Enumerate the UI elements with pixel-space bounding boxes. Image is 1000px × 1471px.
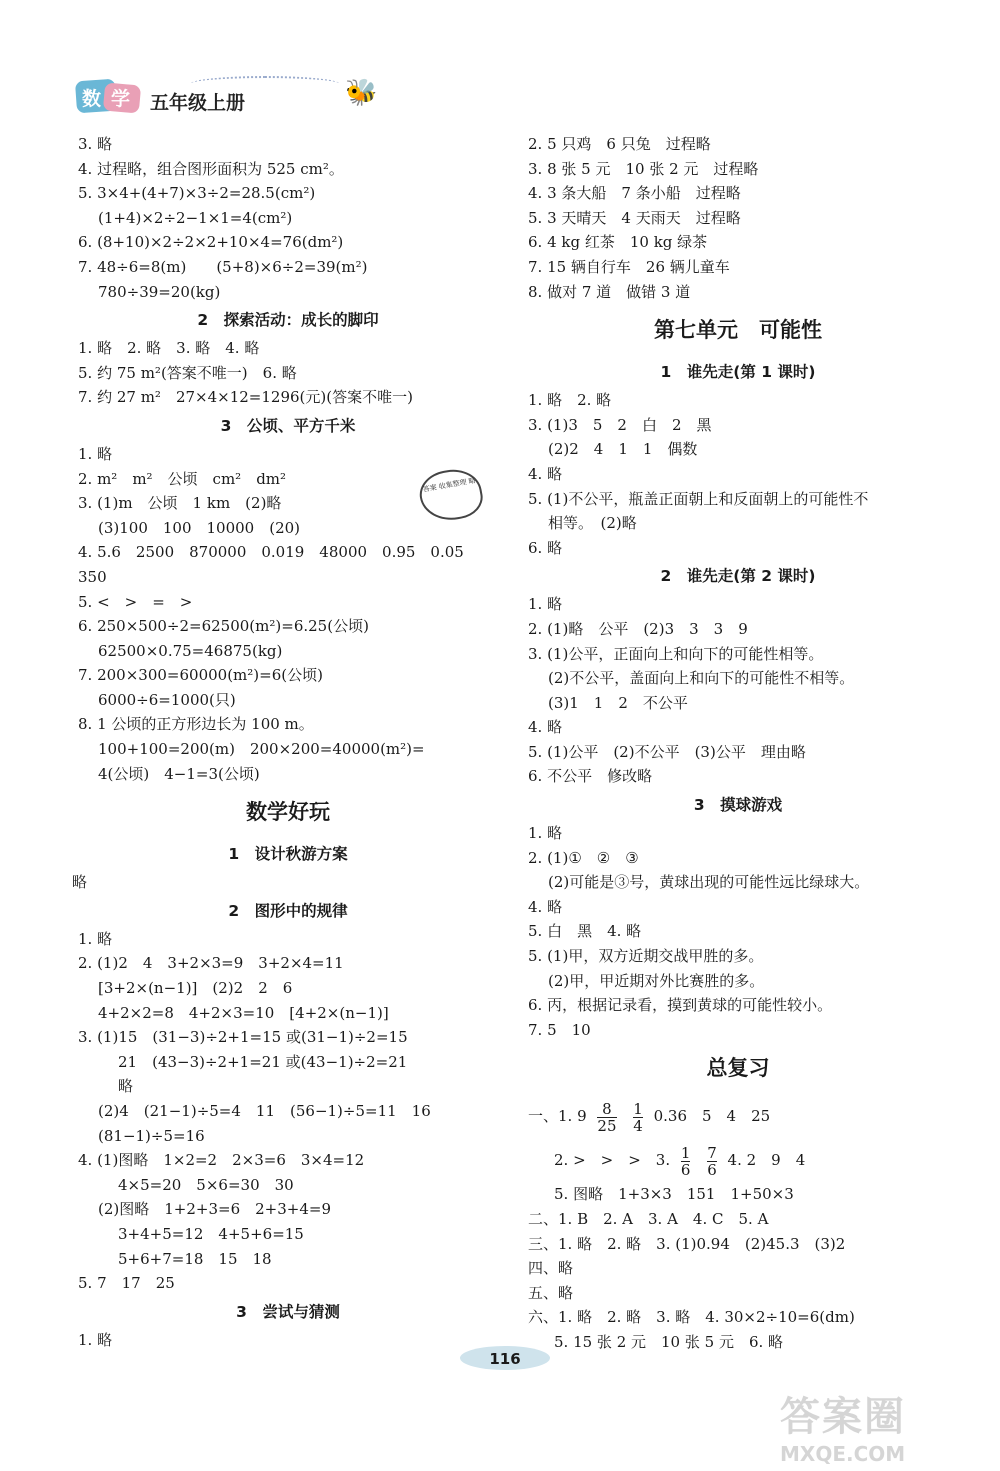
- answer-line: 6. (8+10)×2÷2×2+10×4=76(dm²): [78, 233, 344, 252]
- answer-line: 6. 4 kg 红茶 10 kg 绿茶: [528, 233, 708, 252]
- answer-line: 5. (1)甲，双方近期交战甲胜的多。: [528, 947, 764, 966]
- answer-line: 3. (1)3 5 2 白 2 黑: [528, 415, 712, 434]
- answer-line: (2)不公平，盖面向上和向下的可能性不相等。: [548, 669, 855, 688]
- answer-line: 21 (43−3)÷2+1=21 或(43−1)÷2=21: [118, 1052, 408, 1071]
- review-text: 2. > > > 3.: [554, 1151, 671, 1170]
- answer-line: 三、1. 略 2. 略 3. (1)0.94 (2)45.3 (3)2: [528, 1234, 846, 1253]
- answer-line: 4. 略: [528, 897, 563, 916]
- fraction-numerator: 7: [707, 1143, 717, 1162]
- answer-line: 6. 不公平 修改略: [528, 767, 653, 786]
- subject-label: 数学: [82, 88, 141, 110]
- review-text: 4. 2 9 4: [727, 1151, 806, 1170]
- review-line-2: [528, 1138, 948, 1182]
- answers-block-pattern: [78, 927, 498, 1296]
- fraction: [633, 1101, 643, 1134]
- answer-line: 1. 略: [528, 824, 563, 843]
- answer-line: 7. 48÷6=8(m) (5+8)×6÷2=39(m²): [78, 257, 368, 276]
- answer-line: 2. (1)略 公平 (2)3 3 3 9: [528, 619, 748, 638]
- watermark: [780, 1385, 980, 1465]
- section-heading-who-first-2: 2 谁先走(第 2 课时): [660, 567, 816, 586]
- answer-line: 5. 3×4+(4+7)×3÷2=28.5(cm²): [78, 184, 316, 203]
- answer-line: 2. 5 只鸡 6 只兔 过程略: [528, 135, 711, 153]
- answer-line: 4. 3 条大船 7 条小船 过程略: [528, 184, 741, 203]
- answer-line: 6. 略: [528, 538, 563, 557]
- answer-line: 6. 250×500÷2=62500(m²)=6.25(公顷): [78, 617, 369, 636]
- answer-line: (2)甲，甲近期对外比赛胜的多。: [548, 971, 765, 990]
- fraction-numerator: 1: [680, 1143, 691, 1162]
- answer-line: (2)图略 1+2+3=6 2+3+4=9: [98, 1200, 332, 1219]
- section-heading-review: 总复习: [706, 1056, 770, 1081]
- answer-line: 7. 5 10: [528, 1020, 591, 1039]
- review-line-1: [528, 1094, 948, 1138]
- answer-line: 4. 5.6 2500 870000 0.019 48000 0.95 0.05: [78, 543, 464, 562]
- answer-line: 4. 过程略，组合图形面积为 525 cm²。: [78, 159, 344, 178]
- section-heading-math-fun: 数学好玩: [246, 800, 330, 825]
- grade-label: 五年级上册: [150, 92, 246, 114]
- answer-line: 4×5=20 5×6=30 30: [118, 1175, 294, 1194]
- answer-line: [3+2×(n−1)] (2)2 2 6: [98, 979, 293, 998]
- answer-line: 8. 1 公顷的正方形边长为 100 m。: [78, 715, 314, 734]
- section-heading-try-guess: 3 尝试与猜测: [236, 1302, 340, 1321]
- section-heading-ball-game: 3 摸球游戏: [693, 796, 783, 815]
- answer-line: 略: [72, 873, 88, 892]
- review-text: 0.36 5 4 25: [653, 1107, 771, 1126]
- answer-line: 5. 15 张 2 元 10 张 5 元 6. 略: [554, 1332, 784, 1351]
- answers-block-review: [528, 1094, 948, 1354]
- answer-line: 2. (1)2 4 3+2×3=9 3+2×4=11: [78, 954, 344, 973]
- fraction-denominator: 6: [707, 1160, 717, 1179]
- section-heading-pattern: 2 图形中的规律: [228, 901, 348, 920]
- fraction: [597, 1101, 616, 1134]
- answer-line: 四、略: [528, 1259, 574, 1278]
- answer-line: (1+4)×2÷2−1×1=4(cm²): [98, 208, 293, 227]
- answer-line: (2)可能是③号，黄球出现的可能性远比绿球大。: [548, 873, 870, 892]
- answers-block-explore: [78, 336, 498, 410]
- fraction-numerator: 8: [597, 1101, 616, 1118]
- fraction: [707, 1145, 717, 1178]
- page-header: [70, 70, 378, 120]
- answer-line: 350: [78, 567, 107, 586]
- answer-line: 5. (1)不公平，瓶盖正面朝上和反面朝上的可能性不: [528, 489, 869, 508]
- answer-line: 5. 白 黑 4. 略: [528, 922, 642, 941]
- section-heading-hectare: 3 公顷、平方千米: [220, 416, 356, 435]
- fraction-denominator: 6: [680, 1160, 691, 1179]
- watermark-main: 答案圈: [780, 1394, 906, 1440]
- answer-line: (2)4 (21−1)÷5=4 11 (56−1)÷5=11 16: [98, 1102, 431, 1120]
- answer-line: 4+2×2=8 4+2×3=10 [4+2×(n−1)]: [98, 1003, 389, 1022]
- answer-line: 1. 略: [528, 595, 563, 614]
- answer-line: 5. 约 75 m²(答案不唯一) 6. 略: [78, 363, 297, 382]
- answer-line: (2)2 4 1 1 偶数: [548, 440, 698, 459]
- answers-block-area: [78, 132, 498, 304]
- answer-line: 相等。 (2)略: [548, 514, 637, 533]
- answer-line: 五、略: [528, 1283, 574, 1302]
- answer-line: 1. 略 2. 略: [528, 391, 612, 410]
- answer-line: (3)1 1 2 不公平: [548, 693, 688, 712]
- answer-line: 7. 约 27 m² 27×4×12=1296(元)(答案不唯一): [78, 388, 413, 407]
- dotted-trail-decoration: [190, 76, 340, 92]
- answer-line: 5. 7 17 25: [78, 1274, 175, 1293]
- answer-line: 5. < > = >: [78, 592, 193, 611]
- answer-line: 2. m² m² 公顷 cm² dm²: [78, 469, 287, 488]
- answer-line: 1. 略: [78, 929, 113, 948]
- answer-line: 1. 略 2. 略 3. 略 4. 略: [78, 339, 260, 358]
- decorative-stamp: 答案 收集整理 略: [416, 465, 486, 525]
- answer-line: (3)100 100 10000 (20): [98, 518, 301, 537]
- answer-line: 略: [118, 1077, 134, 1096]
- answer-line: 8. 做对 7 道 做错 3 道: [528, 282, 691, 301]
- answer-line: 4. (1)图略 1×2=2 2×3=6 3×4=12: [78, 1151, 365, 1170]
- answer-line: 3+4+5=12 4+5+6=15: [118, 1224, 304, 1243]
- answer-line: 3. 略: [78, 135, 113, 153]
- answer-line: 5. 3 天晴天 4 天雨天 过程略: [528, 208, 741, 227]
- answer-line: 780÷39=20(kg): [98, 282, 221, 301]
- review-text: 一、1. 9: [528, 1107, 587, 1126]
- section-heading-autumn-trip: 1 设计秋游方案: [228, 845, 348, 864]
- answer-line: 4. 略: [528, 464, 563, 483]
- answer-line: 3. 8 张 5 元 10 张 2 元 过程略: [528, 159, 759, 178]
- answer-line: 6000÷6=1000(只): [98, 690, 236, 709]
- answer-line: 六、1. 略 2. 略 3. 略 4. 30×2÷10=6(dm): [528, 1308, 855, 1327]
- section-heading-unit-7: 第七单元 可能性: [654, 318, 822, 343]
- fraction-numerator: 1: [633, 1099, 643, 1118]
- bee-icon: 🐝: [345, 78, 378, 108]
- answer-line: 7. 15 辆自行车 26 辆儿童车: [528, 257, 730, 276]
- answer-line: 3. (1)15 (31−3)÷2+1=15 或(31−1)÷2=15: [78, 1028, 408, 1047]
- page-number: [470, 1350, 540, 1368]
- answers-block-ball-game: [528, 821, 948, 1042]
- fraction-denominator: 25: [597, 1116, 617, 1135]
- answer-line: 4. 略: [528, 718, 563, 737]
- answer-line: 100+100=200(m) 200×200=40000(m²)=: [98, 740, 425, 759]
- page-number-text: 116: [489, 1350, 521, 1368]
- right-column: [528, 132, 948, 1355]
- answers-block-who-first-1: [528, 388, 948, 560]
- watermark-url: MXQE.COM: [780, 1442, 906, 1466]
- answer-line: 5. 图略 1+3×3 151 1+50×3: [554, 1185, 794, 1204]
- answer-line: 5+6+7=18 15 18: [118, 1249, 272, 1268]
- fraction-denominator: 4: [633, 1116, 643, 1135]
- answer-line: 3. (1)m 公顷 1 km (2)略: [78, 494, 282, 513]
- answer-line: 2. (1)① ② ③: [528, 848, 639, 867]
- section-heading-explore: 2 探索活动：成长的脚印: [197, 311, 379, 330]
- answer-line: 62500×0.75=46875(kg): [98, 641, 283, 660]
- answer-line: 1. 略: [78, 1330, 113, 1349]
- answer-line: 1. 略: [78, 444, 113, 463]
- left-column: [72, 132, 498, 1352]
- answers-block-who-first-2: [528, 592, 948, 789]
- answer-line: 3. (1)公平，正面向上和向下的可能性相等。: [528, 644, 824, 663]
- section-heading-who-first-1: 1 谁先走(第 1 课时): [660, 363, 816, 382]
- answers-block-equations: [528, 132, 948, 304]
- answer-line: 7. 200×300=60000(m²)=6(公顷): [78, 666, 323, 685]
- answer-line: 4(公顷) 4−1=3(公顷): [98, 764, 260, 783]
- answer-line: 6. 丙，根据记录看，摸到黄球的可能性较小。: [528, 996, 833, 1015]
- answer-line: 二、1. B 2. A 3. A 4. C 5. A: [528, 1210, 769, 1228]
- answer-line: (81−1)÷5=16: [98, 1126, 205, 1145]
- fraction: [681, 1145, 691, 1178]
- answer-line: 5. (1)公平 (2)不公平 (3)公平 理由略: [528, 742, 806, 761]
